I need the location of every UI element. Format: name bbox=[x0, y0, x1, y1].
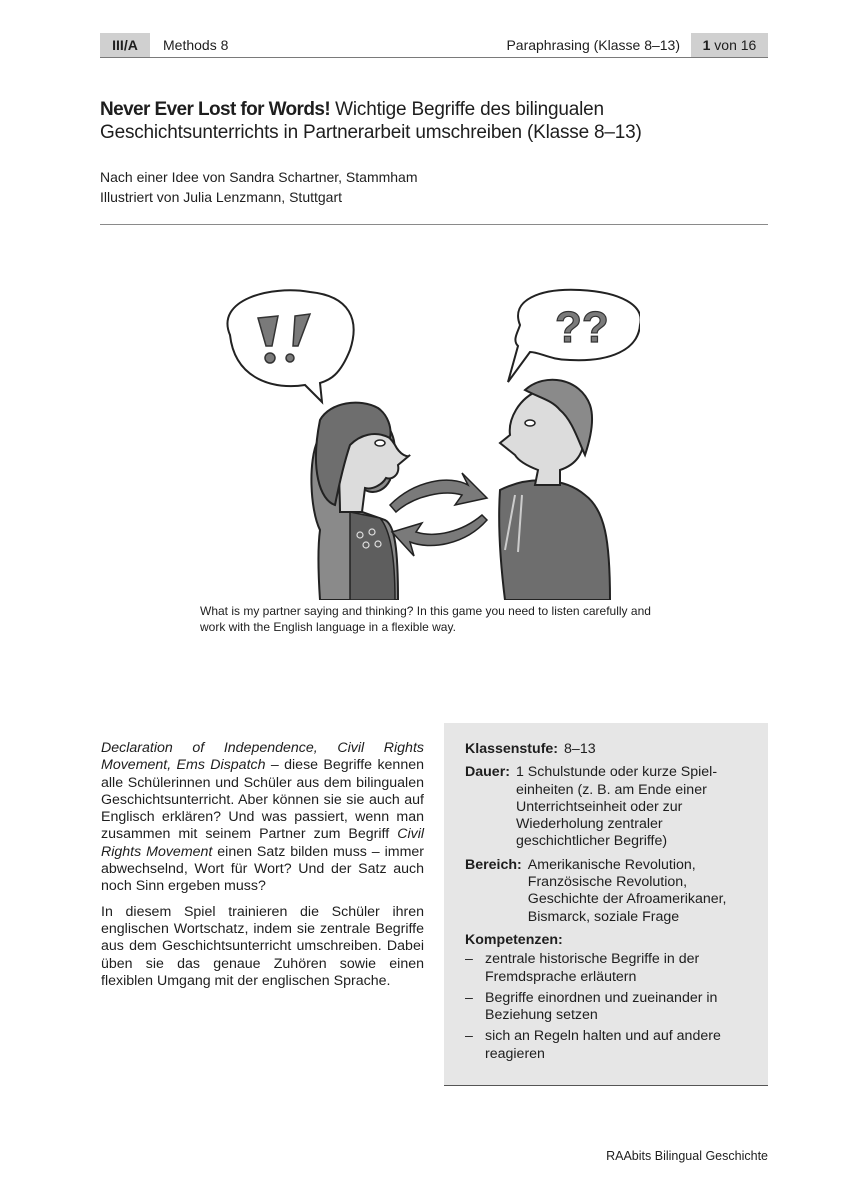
topic-label: Paraphrasing (Klasse 8–13) bbox=[506, 37, 680, 53]
page-title bbox=[100, 98, 768, 144]
title-bold: Never Ever Lost for Words! bbox=[100, 99, 331, 120]
info-klassenstufe bbox=[465, 741, 754, 758]
info-bereich bbox=[465, 857, 754, 926]
page-header bbox=[100, 33, 768, 58]
page-current: 1 bbox=[702, 37, 711, 53]
dash-bullet-icon: – bbox=[465, 989, 473, 1006]
illustration bbox=[200, 280, 640, 600]
intro-text-part: einen Satz bilden muss – immer abwechselnd, Wort für Wort? Und der Satz auch noch Sinn ergeben muss? bbox=[101, 843, 425, 895]
term-example: Civil Rights Movement bbox=[101, 826, 424, 860]
speech-bubble-question-icon bbox=[508, 290, 640, 382]
info-value: 1 Schulstunde oder kurze Spieleinheiten (z. B. am Ende einer Unterrichtseinheit oder zur Wiederholung zentraler geschichtlicher Begriffe) bbox=[515, 764, 718, 850]
term-list: Declaration of Independence, Civil Rights Movement, Ems Dispatch bbox=[101, 740, 424, 774]
idea-credit: Nach einer Idee von Sandra Schartner, Stammham bbox=[100, 169, 418, 185]
info-dauer bbox=[465, 764, 754, 850]
intro-text bbox=[101, 740, 424, 998]
illustration-caption: What is my partner saying and thinking? In this game you need to listen carefully and work with the English language in a flexible way. bbox=[200, 604, 651, 634]
credits bbox=[100, 167, 418, 207]
illustration-credit: Illustriert von Julia Lenzmann, Stuttgart bbox=[100, 189, 343, 205]
title-rest: Wichtige Begriffe des bilingualen Geschichtsunterrichts in Partnerarbeit umschreiben (Klasse 8–13) bbox=[100, 99, 642, 143]
list-item bbox=[465, 951, 754, 986]
page-number bbox=[691, 33, 768, 57]
speech-bubble-exclaim-icon bbox=[227, 290, 353, 402]
info-box bbox=[444, 723, 768, 1086]
list-item bbox=[465, 990, 754, 1025]
kompetenz-text: sich an Regeln halten und auf andere reagieren bbox=[485, 1028, 721, 1062]
info-value: Amerikanische Revolution, Französische Revolution, Geschichte der Afroamerikaner, Bismarck, soziale Frage bbox=[527, 856, 727, 925]
dash-bullet-icon: – bbox=[465, 1028, 473, 1045]
dash-bullet-icon: – bbox=[465, 951, 473, 968]
kompetenz-text: zentrale historische Begriffe in der Fremdsprache erläutern bbox=[485, 951, 700, 985]
method-label: Methods 8 bbox=[163, 37, 229, 53]
footer-series: RAAbits Bilingual Geschichte bbox=[606, 1149, 768, 1163]
info-label: Klassenstufe: bbox=[465, 741, 559, 757]
info-label: Dauer: bbox=[465, 764, 510, 781]
intro-paragraph-1 bbox=[101, 740, 424, 896]
intro-paragraph-2: In diesem Spiel trainieren die Schüler ihren englischen Wortschatz, indem sie zentrale Begriffe aus dem Geschichtsunterricht umschreiben. Dabei üben sie das genaue Zuhören sowie einen flexiblen Umgang mit der englischen Sprache. bbox=[101, 903, 424, 989]
svg-text:??: ?? bbox=[555, 303, 609, 352]
kompetenzen-heading: Kompetenzen: bbox=[465, 931, 563, 948]
exchange-arrows-icon bbox=[390, 473, 487, 556]
info-label: Bereich: bbox=[465, 856, 522, 873]
boy-figure bbox=[499, 380, 610, 600]
info-value: 8–13 bbox=[564, 741, 596, 757]
kompetenz-text: Begriffe einordnen und zueinander in Beziehung setzen bbox=[485, 989, 718, 1024]
list-item bbox=[465, 1028, 754, 1063]
section-badge: III/A bbox=[100, 33, 150, 57]
divider bbox=[100, 224, 768, 225]
intro-text-part: – diese Begriffe kennen alle Schülerinnen und Schüler aus dem bilingualen Geschichtsunterricht. Aber können sie sie auch auf Englisch erklären? Und was passiert, wenn man zusammen mit seinem Partner zum Begriff bbox=[101, 757, 424, 843]
page-total: von 16 bbox=[710, 37, 757, 53]
